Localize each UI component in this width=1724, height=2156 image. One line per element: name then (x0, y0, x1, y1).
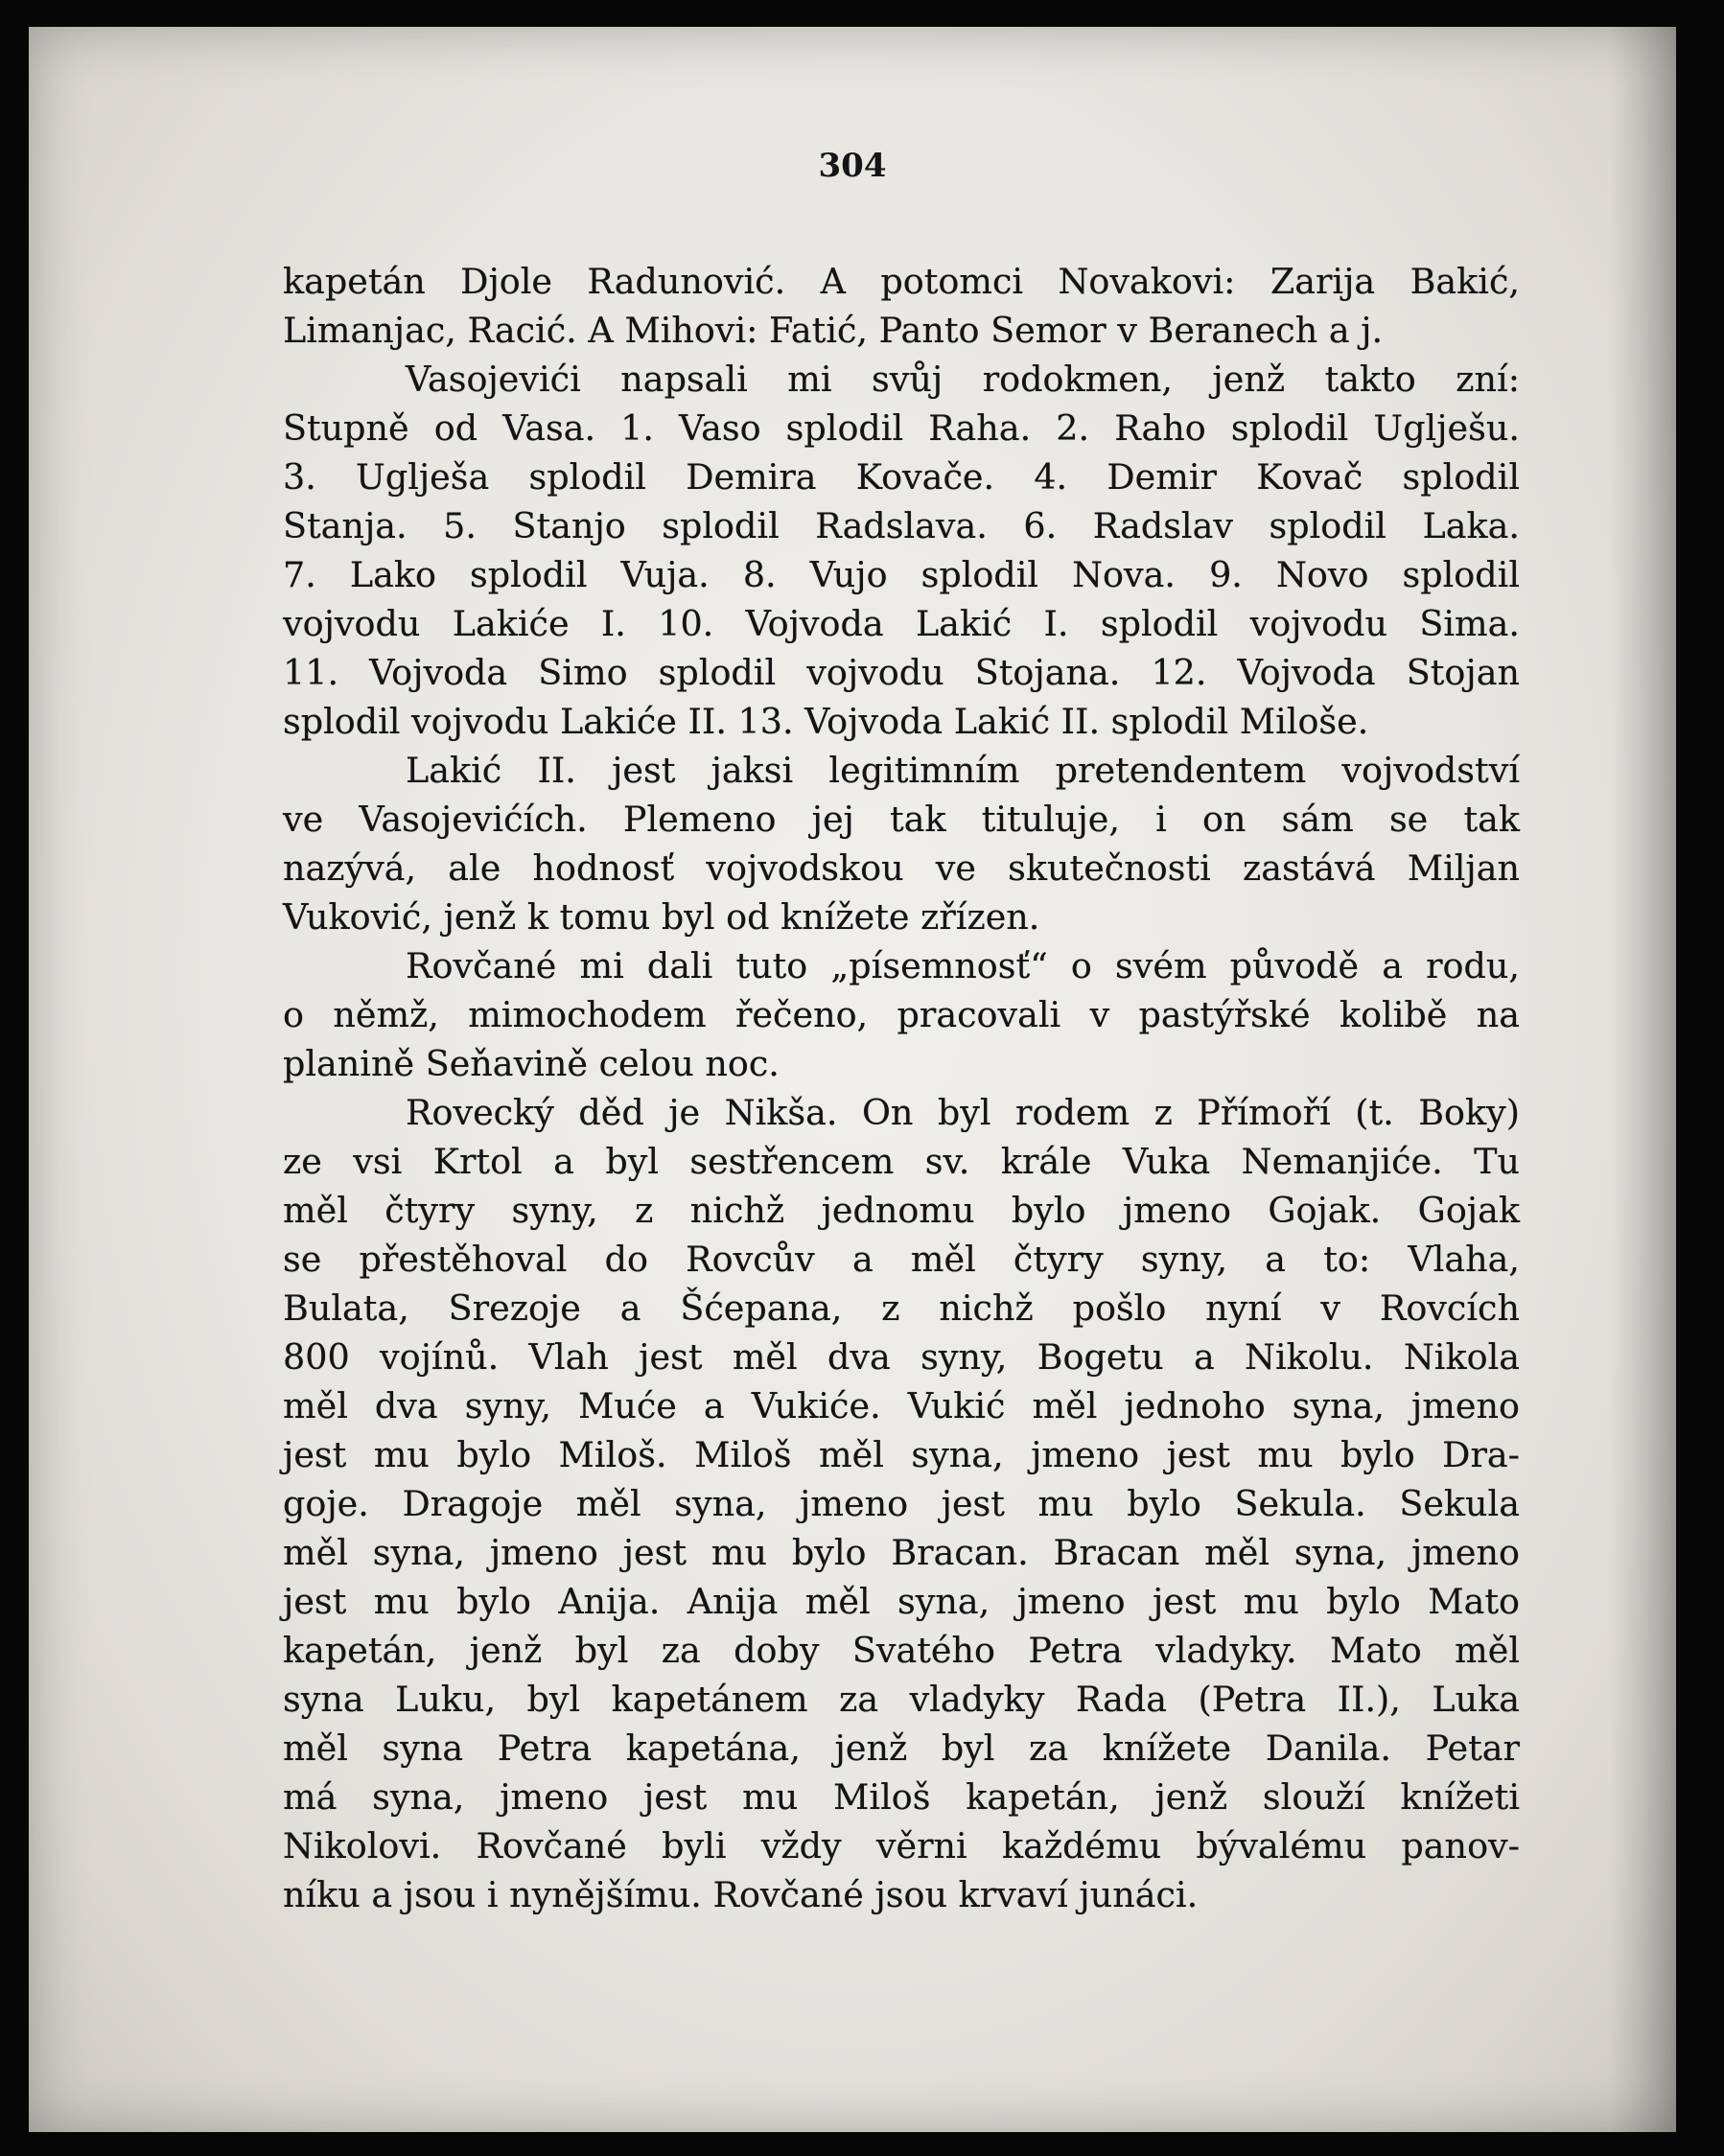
text-line: ze vsi Krtol a byl sestřencem sv. krále Vuka Nemanjiće. Tu (283, 1141, 1520, 1182)
text-line: nazývá, ale hodnosť vojvodskou ve skutečnosti zastává Miljan (283, 847, 1520, 889)
text-line: níku a jsou i nynějšímu. Rovčané jsou krvaví junáci. (283, 1874, 1199, 1915)
text-line: kapetán Djole Radunović. A potomci Novakovi: Zarija Bakić, (283, 261, 1520, 302)
text-line: 3. Uglješa splodil Demira Kovače. 4. Demir Kovač splodil (283, 456, 1520, 498)
text-line: o němž, mimochodem řečeno, pracovali v pastýřské kolibě na (283, 994, 1520, 1035)
page-gutter-shadow (1609, 27, 1676, 2132)
text-line: syna Luku, byl kapetánem za vladyky Rada (Petra II.), Luka (283, 1679, 1520, 1720)
text-line: vojvodu Lakiće I. 10. Vojvoda Lakić I. splodil vojvodu Sima. (283, 603, 1520, 644)
text-line: má syna, jmeno jest mu Miloš kapetán, jenž slouží knížeti (283, 1776, 1520, 1818)
book-page (29, 27, 1676, 2132)
text-line: Bulata, Srezoje a Šćepana, z nichž pošlo nyní v Rovcích (283, 1287, 1520, 1329)
text-line: Rovčané mi dali tuto „písemnosť“ o svém původě a rodu, (406, 945, 1520, 986)
text-line: měl syna Petra kapetána, jenž byl za knížete Danila. Petar (283, 1727, 1520, 1769)
text-line: Stanja. 5. Stanjo splodil Radslava. 6. Radslav splodil Laka. (283, 505, 1520, 546)
text-line: Lakić II. jest jaksi legitimním pretendentem vojvodství (406, 750, 1520, 791)
text-line: Vuković, jenž k tomu byl od knížete zřízen. (283, 896, 1040, 938)
text-line: Nikolovi. Rovčané byli vždy věrni každému bývalému panov- (283, 1825, 1520, 1866)
text-line: měl dva syny, Muće a Vukiće. Vukić měl jednoho syna, jmeno (283, 1385, 1520, 1426)
text-line: planině Seňavině celou noc. (283, 1043, 780, 1084)
text-line: ve Vasojevićích. Plemeno jej tak tituluje, i on sám se tak (283, 799, 1520, 840)
text-line: jest mu bylo Miloš. Miloš měl syna, jmeno jest mu bylo Dra- (283, 1434, 1520, 1475)
text-line: kapetán, jenž byl za doby Svatého Petra vladyky. Mato měl (283, 1630, 1520, 1671)
text-line: měl syna, jmeno jest mu bylo Bracan. Bracan měl syna, jmeno (283, 1532, 1520, 1573)
text-line: 800 vojínů. Vlah jest měl dva syny, Bogetu a Nikolu. Nikola (283, 1336, 1520, 1378)
text-line: Stupně od Vasa. 1. Vaso splodil Raha. 2. Raho splodil Uglješu. (283, 407, 1520, 449)
text-line: měl čtyry syny, z nichž jednomu bylo jmeno Gojak. Gojak (283, 1190, 1520, 1231)
text-line: Vasojevići napsali mi svůj rodokmen, jenž takto zní: (406, 359, 1520, 400)
text-line: splodil vojvodu Lakiće II. 13. Vojvoda Lakić II. splodil Miloše. (283, 701, 1369, 742)
page-number: 304 (818, 147, 887, 185)
text-line: Rovecký děd je Nikša. On byl rodem z Přímoří (t. Boky) (406, 1092, 1520, 1133)
text-line: se přestěhoval do Rovcův a měl čtyry syny, a to: Vlaha, (283, 1239, 1520, 1280)
page-body (283, 257, 1520, 1919)
text-line: Limanjac, Racić. A Mihovi: Fatić, Panto Semor v Beranech a j. (283, 310, 1384, 351)
text-line: goje. Dragoje měl syna, jmeno jest mu bylo Sekula. Sekula (283, 1483, 1520, 1524)
text-line: 7. Lako splodil Vuja. 8. Vujo splodil Nova. 9. Novo splodil (283, 554, 1520, 595)
text-line: jest mu bylo Anija. Anija měl syna, jmeno jest mu bylo Mato (283, 1581, 1520, 1622)
text-line: 11. Vojvoda Simo splodil vojvodu Stojana. 12. Vojvoda Stojan (283, 652, 1520, 693)
